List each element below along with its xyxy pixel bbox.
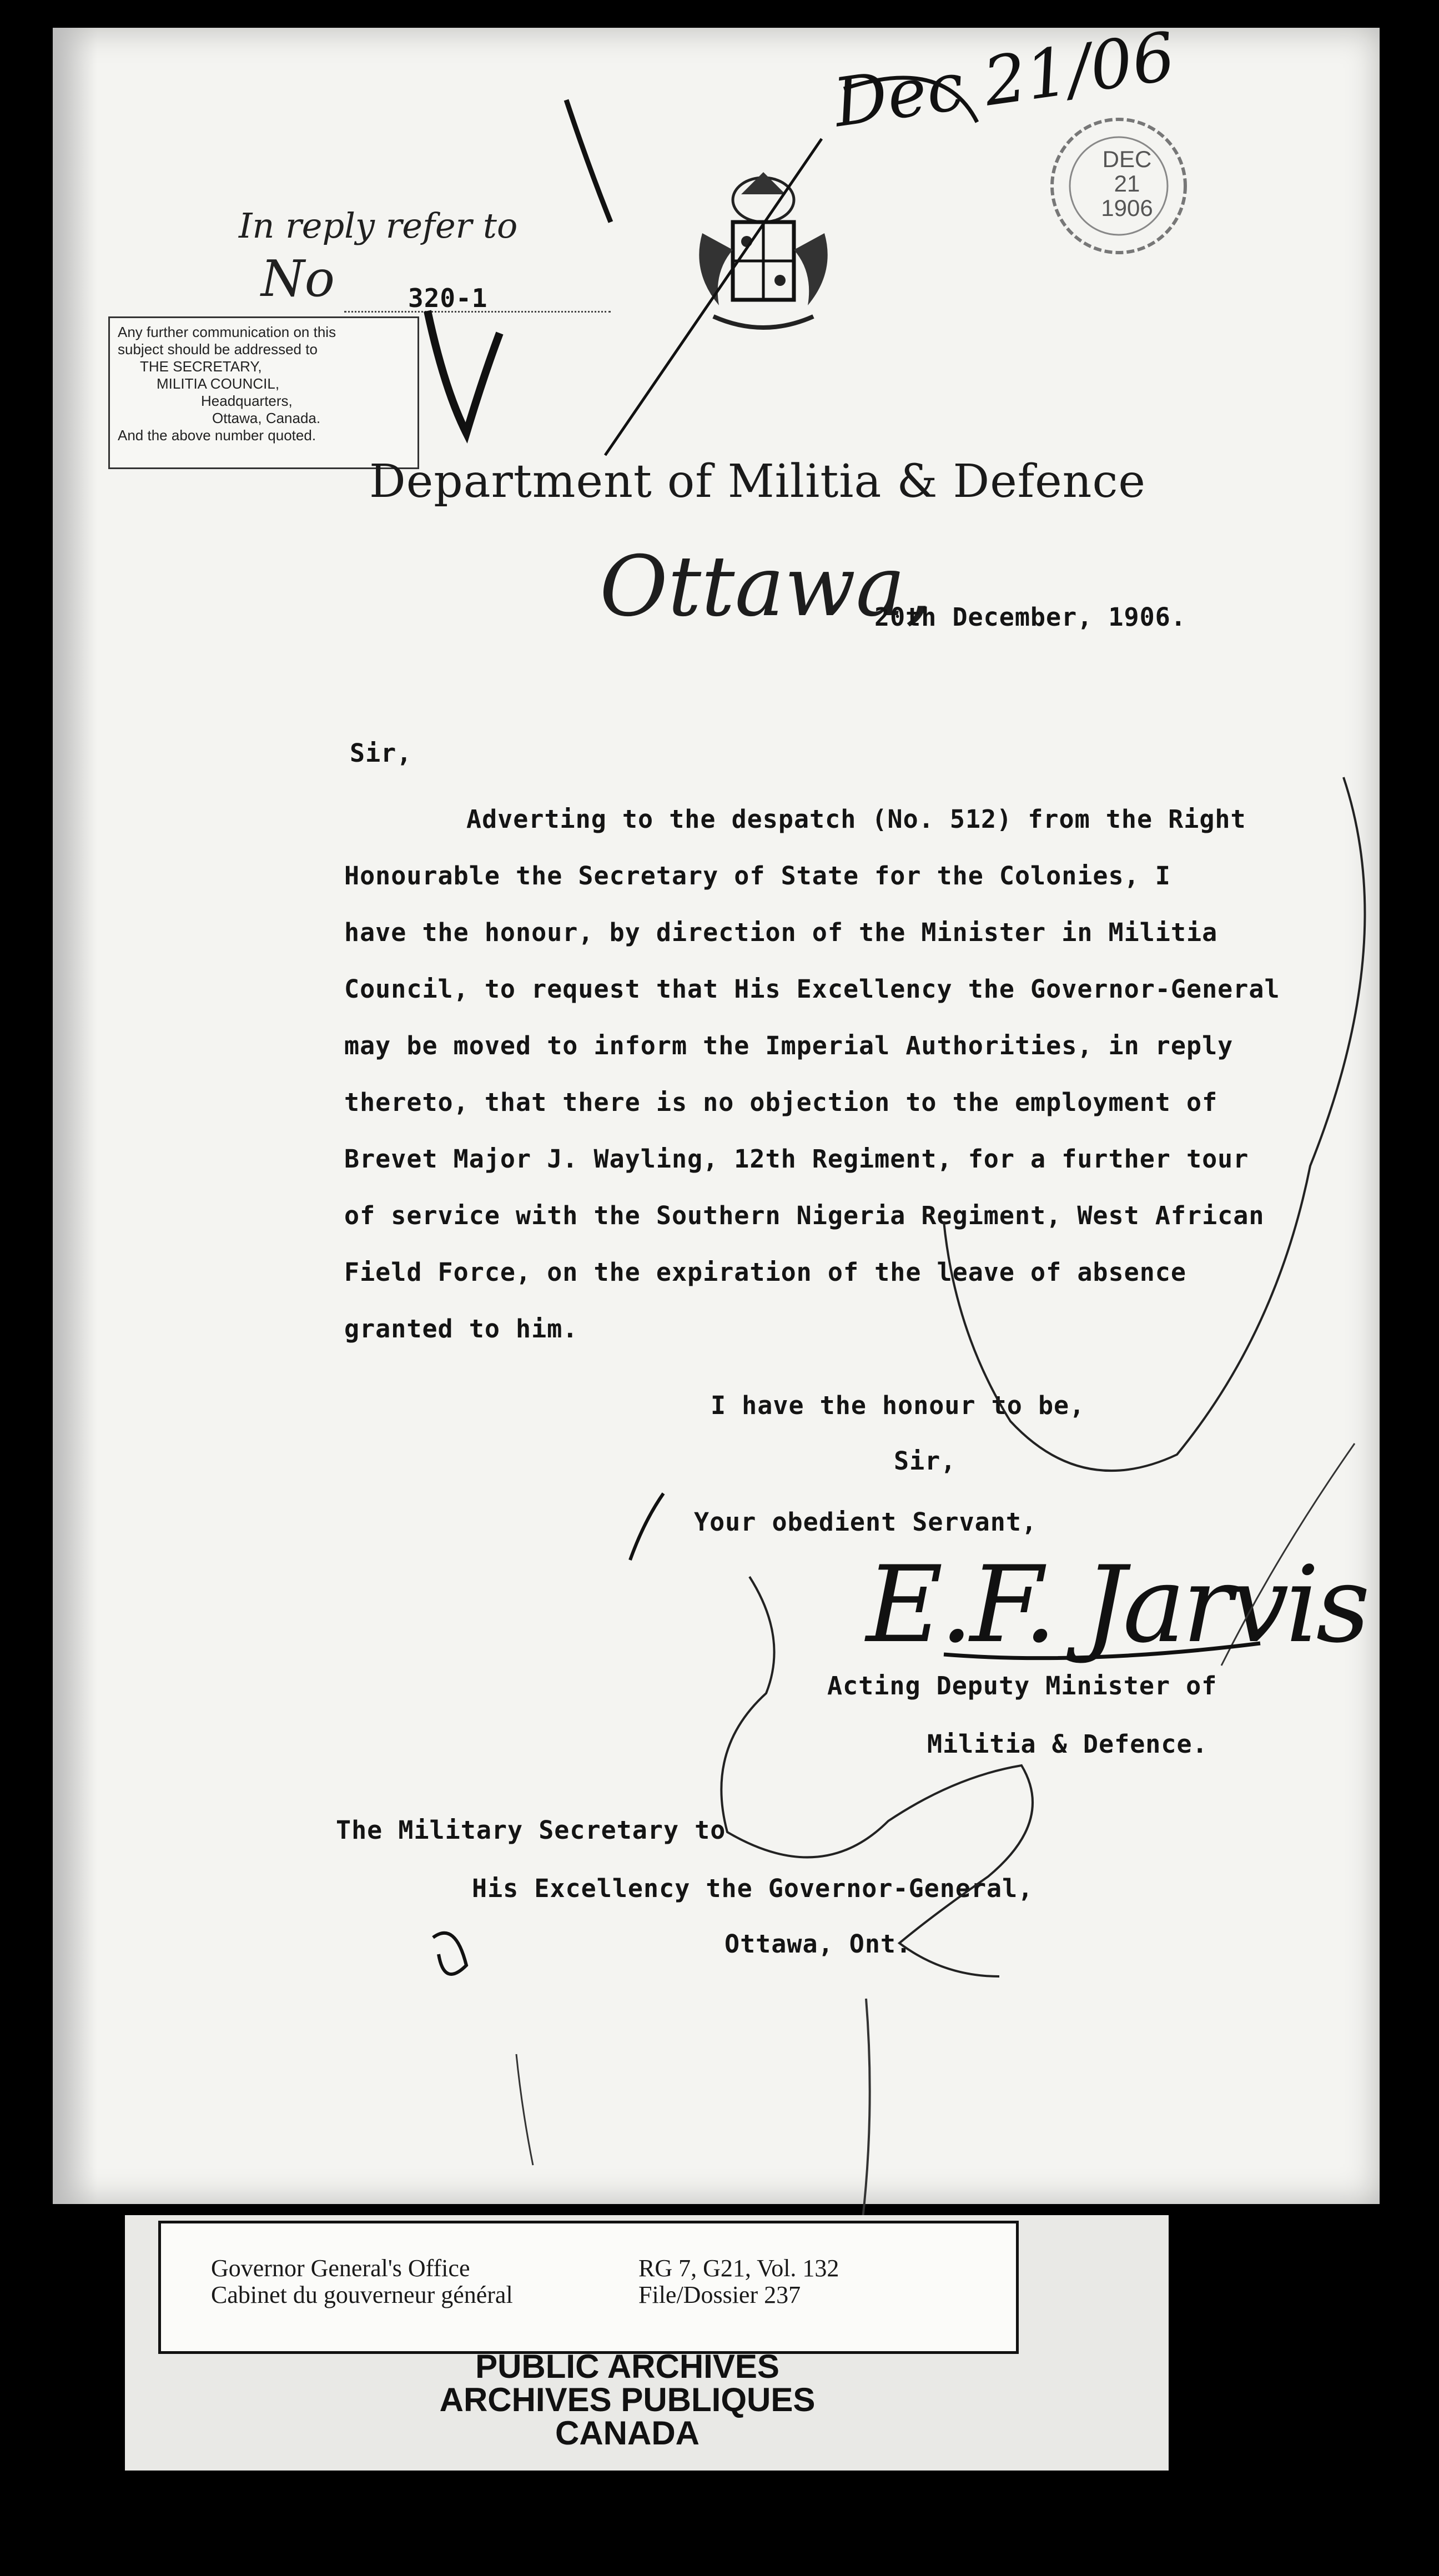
stamp-date-text <box>1096 147 1158 220</box>
body-line: of service with the Southern Nigeria Regiment, West African <box>344 1201 1265 1230</box>
notice-line: Headquarters, <box>201 393 293 409</box>
archives-title-fr: ARCHIVES PUBLIQUES <box>439 2381 816 2418</box>
signatory-title: Acting Deputy Minister of <box>827 1671 1217 1700</box>
letter-body <box>344 791 1280 1357</box>
archives-title-en: PUBLIC ARCHIVES <box>475 2348 779 2385</box>
body-line: Adverting to the despatch (No. 512) from the Right <box>466 804 1246 834</box>
stamp-month: DEC <box>1102 146 1152 172</box>
letter-date: 20th December, 1906. <box>874 602 1186 632</box>
notice-line: And the above number quoted. <box>118 427 316 444</box>
salutation: Sir, <box>350 738 412 768</box>
file-number-dotted-line <box>344 311 611 313</box>
closing-line: I have the honour to be, <box>711 1391 1085 1420</box>
archive-office-en: Governor General's Office <box>211 2255 470 2282</box>
signature: E.F. Jarvis <box>866 1543 1367 1666</box>
addressee-line: Ottawa, Ont. <box>724 1929 912 1959</box>
body-line: thereto, that there is no objection to the employment of <box>344 1088 1218 1117</box>
department-header: Department of Militia & Defence <box>369 455 1146 508</box>
coat-of-arms-crest <box>680 161 847 355</box>
body-line: Brevet Major J. Wayling, 12th Regiment, for a further tour <box>344 1144 1249 1174</box>
notice-line: Any further communication on this <box>118 324 336 340</box>
body-line: Field Force, on the expiration of the leave of absence <box>344 1257 1186 1287</box>
addressee-line: The Military Secretary to <box>336 1815 726 1845</box>
file-number: 320-1 <box>408 283 488 313</box>
notice-line: Ottawa, Canada. <box>212 410 321 426</box>
addressee-line: His Excellency the Governor-General, <box>472 1874 1034 1903</box>
archives-country: CANADA <box>555 2414 700 2452</box>
body-line: may be moved to inform the Imperial Authorities, in reply <box>344 1031 1234 1060</box>
stamp-day: 21 <box>1114 170 1140 197</box>
page-shadow <box>53 28 97 2204</box>
signatory-title: Militia & Defence. <box>927 1729 1208 1759</box>
notice-line: THE SECRETARY, <box>140 358 262 375</box>
archive-office-fr: Cabinet du gouverneur général <box>211 2281 513 2308</box>
body-line: Council, to request that His Excellency the Governor-General <box>344 974 1280 1004</box>
reply-refer-label: In reply refer to <box>239 205 518 246</box>
archive-file-number: File/Dossier 237 <box>638 2281 801 2308</box>
closing-line: Your obedient Servant, <box>694 1507 1038 1537</box>
notice-line: subject should be addressed to <box>118 341 318 358</box>
notice-line: MILITIA COUNCIL, <box>157 375 280 392</box>
stamp-year: 1906 <box>1101 195 1153 221</box>
correspondence-notice-box <box>108 316 419 469</box>
archive-record-group: RG 7, G21, Vol. 132 <box>638 2255 839 2282</box>
handwritten-date-annotation: Dec 21/06 <box>829 18 1180 143</box>
reply-number-label: No <box>261 250 335 308</box>
body-line: have the honour, by direction of the Minister in Militia <box>344 918 1218 947</box>
body-line: Honourable the Secretary of State for the Colonies, I <box>344 861 1171 890</box>
body-line: granted to him. <box>344 1314 578 1344</box>
letterhead-city: Ottawa, <box>600 539 932 635</box>
closing-line: Sir, <box>894 1446 957 1476</box>
